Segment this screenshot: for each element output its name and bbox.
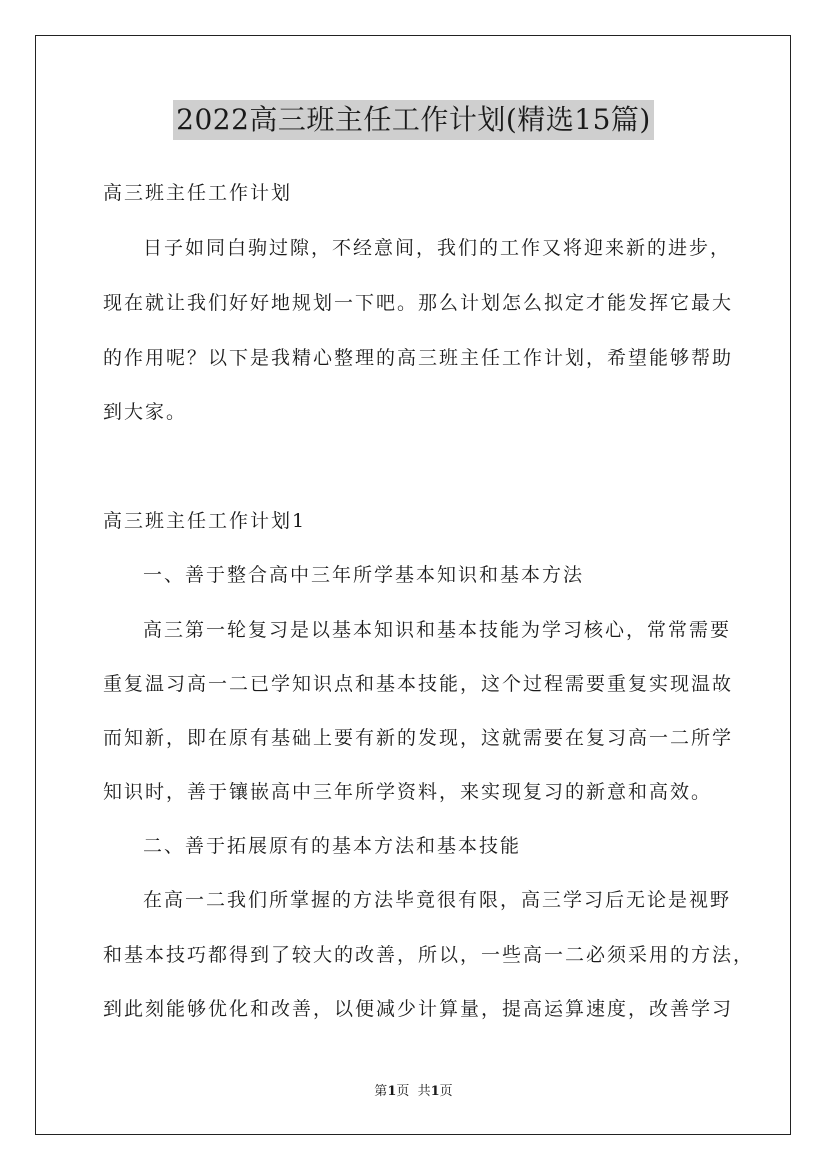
body-paragraph-line: 到此刻能够优化和改善，以便减少计算量，提高运算速度，改善学习 [103,998,734,1020]
page-total-number: 1 [430,1084,440,1099]
page-mid: 页 共 [396,1084,431,1099]
intro-paragraph-line: 的作用呢？以下是我精心整理的高三班主任工作计划，希望能够帮助 [103,347,734,369]
page-current-number: 1 [387,1084,397,1099]
page-prefix: 第 [374,1084,388,1099]
page-suffix: 页 [439,1084,453,1099]
subsection-heading: 一、善于整合高中三年所学基本知识和基本方法 [143,564,585,586]
body-paragraph-line: 高三第一轮复习是以基本知识和基本技能为学习核心，常常需要 [143,619,732,641]
title-container [0,100,827,140]
subsection-heading: 二、善于拓展原有的基本方法和基本技能 [143,835,522,857]
intro-paragraph-line: 日子如同白驹过隙，不经意间，我们的工作又将迎来新的进步， [143,237,732,259]
body-paragraph-line: 知识时，善于镶嵌高中三年所学资料，来实现复习的新意和高效。 [103,781,713,803]
intro-heading: 高三班主任工作计划 [103,182,293,204]
body-paragraph-line: 和基本技巧都得到了较大的改善，所以，一些高一二必须采用的方法， [103,944,755,966]
document-title: 2022高三班主任工作计划(精选15篇) [173,100,654,140]
body-paragraph-line: 重复温习高一二已学知识点和基本技能，这个过程需要重复实现温故 [103,673,734,695]
body-paragraph-line: 在高一二我们所掌握的方法毕竟很有限，高三学习后无论是视野 [143,889,732,911]
intro-paragraph-line: 到大家。 [103,401,188,423]
intro-paragraph-line: 现在就让我们好好地规划一下吧。那么计划怎么拟定才能发挥它最大 [103,292,734,314]
body-paragraph-line: 而知新，即在原有基础上要有新的发现，这就需要在复习高一二所学 [103,727,734,749]
page-footer [0,1083,827,1101]
section-heading: 高三班主任工作计划1 [103,510,307,532]
